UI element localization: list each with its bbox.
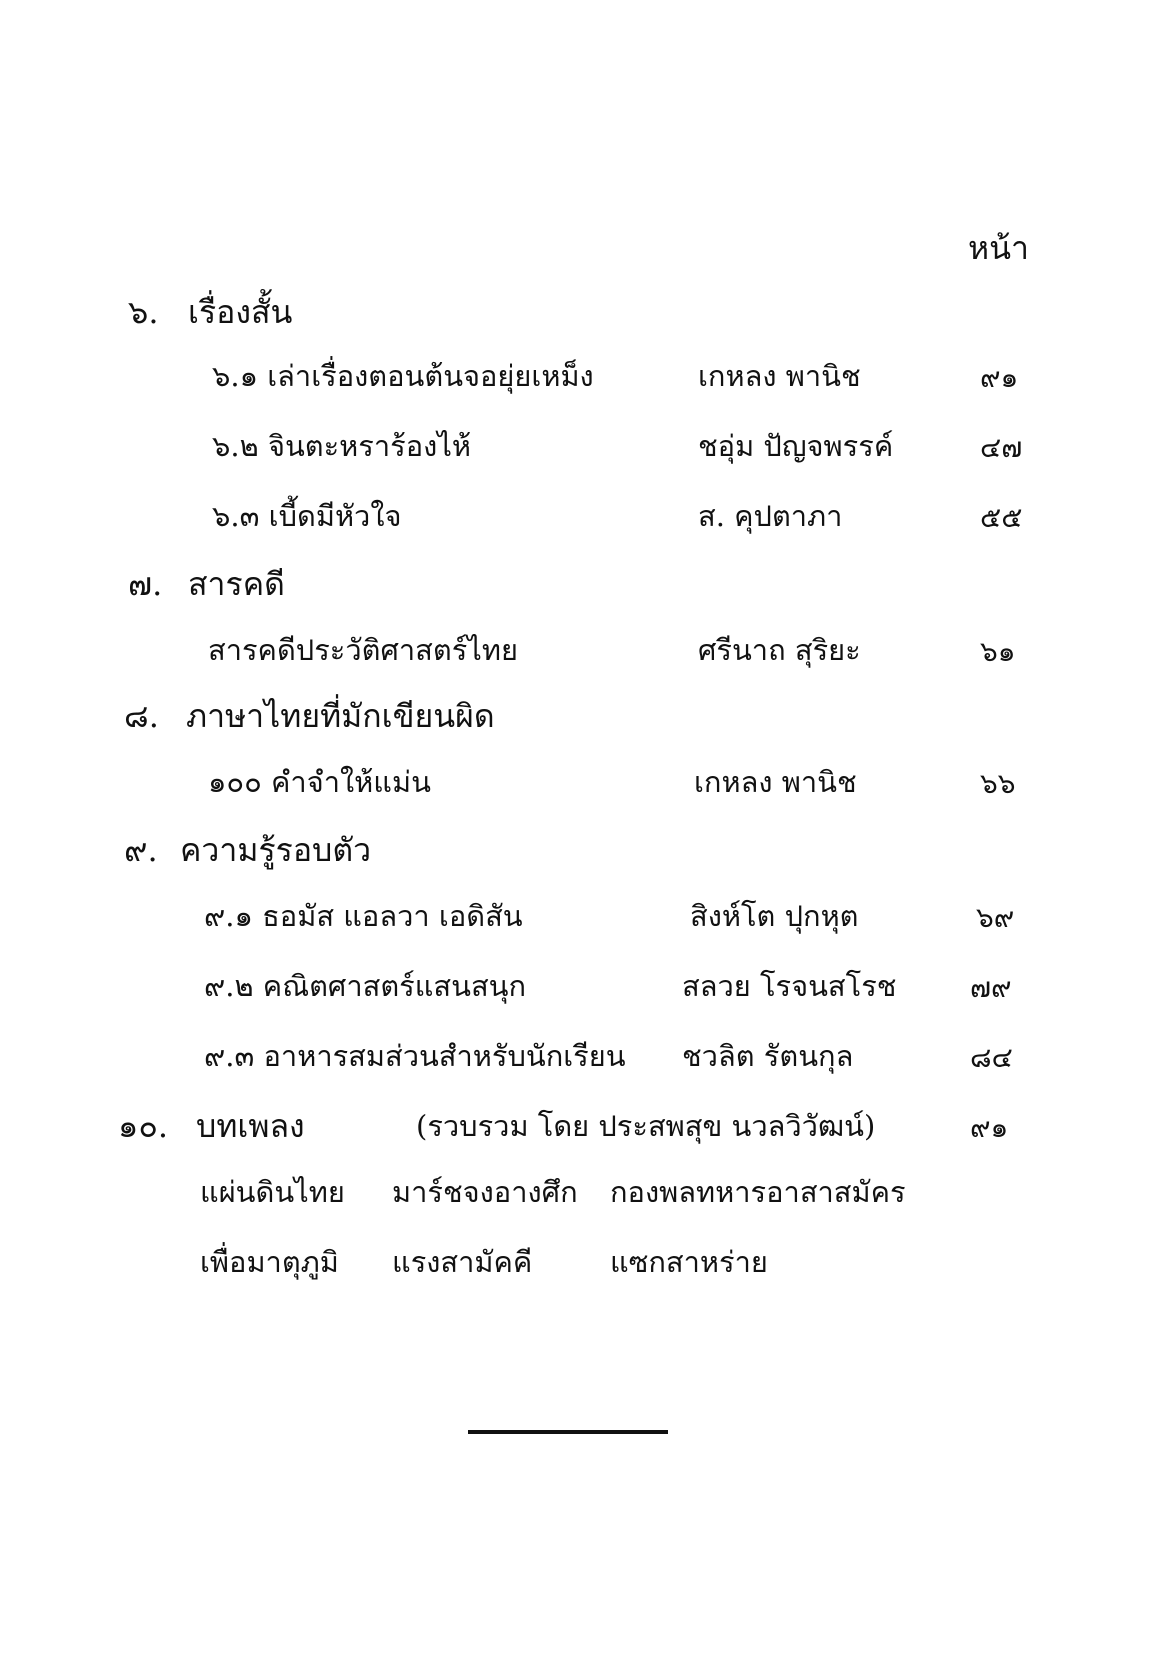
end-divider	[468, 1430, 668, 1434]
entry-7-1-author: ศรีนาถ สุริยะ	[698, 633, 861, 667]
entry-6-1-page: ๙๑	[980, 361, 1019, 394]
section-8-title: ภาษาไทยที่มักเขียนผิด	[186, 697, 495, 735]
entry-9-1-page: ๖๙	[976, 901, 1015, 934]
entry-8-1-page: ๖๖	[980, 767, 1016, 800]
section-8-number: ๘.	[124, 697, 159, 735]
entry-6-2-page: ๔๗	[980, 431, 1023, 464]
entry-6-3-page: ๕๕	[980, 501, 1023, 534]
section-7-title: สารคดี	[188, 565, 285, 603]
entry-9-3-page: ๘๔	[970, 1041, 1013, 1074]
entry-6-2-author: ชอุ่ม ปัญจพรรค์	[698, 429, 894, 463]
song-title: เพื่อมาตุภูมิ	[200, 1245, 339, 1279]
entry-8-1-author: เกหลง พานิช	[694, 765, 857, 799]
section-6-title: เรื่องสั้น	[188, 293, 293, 331]
entry-9-1-author: สิงห์โต ปุกหุต	[690, 899, 859, 933]
song-title: แผ่นดินไทย	[200, 1175, 345, 1209]
entry-9-3-title: ๙.๓ อาหารสมส่วนสำหรับนักเรียน	[204, 1039, 626, 1073]
section-7-number: ๗.	[128, 565, 163, 603]
section-6-number: ๖.	[128, 293, 159, 331]
section-9-title: ความรู้รอบตัว	[180, 831, 372, 869]
entry-9-2-author: สลวย โรจนสโรช	[682, 969, 897, 1003]
section-10-compiler: (รวบรวม โดย ประสพสุข นวลวิวัฒน์)	[416, 1109, 876, 1143]
song-title: กองพลทหารอาสาสมัคร	[610, 1175, 906, 1209]
page-column-header: หน้า	[968, 229, 1029, 267]
entry-6-1-author: เกหลง พานิช	[698, 359, 861, 393]
entry-9-1-title: ๙.๑ ธอมัส แอลวา เอดิสัน	[204, 899, 523, 933]
entry-6-2-title: ๖.๒ จินตะหราร้องไห้	[212, 429, 472, 463]
section-10-number: ๑๐.	[118, 1107, 169, 1145]
entry-8-1-title: ๑๐๐ คำจำให้แม่น	[208, 765, 431, 799]
entry-7-1-page: ๖๑	[980, 635, 1016, 668]
entry-7-1-title: สารคดีประวัติศาสตร์ไทย	[208, 633, 518, 667]
entry-6-3-author: ส. คุปตาภา	[698, 499, 843, 533]
section-10-title: บทเพลง	[196, 1107, 305, 1145]
song-title: แรงสามัคคี	[392, 1245, 533, 1279]
song-title: แซกสาหร่าย	[610, 1245, 768, 1279]
entry-9-2-title: ๙.๒ คณิตศาสตร์แสนสนุก	[204, 969, 527, 1003]
section-10-page: ๙๑	[970, 1111, 1009, 1144]
song-title: มาร์ชจงอางศึก	[392, 1175, 578, 1209]
section-9-number: ๙.	[124, 831, 158, 869]
entry-9-2-page: ๗๙	[970, 971, 1012, 1004]
entry-6-1-title: ๖.๑ เล่าเรื่องตอนต้นจอยุ่ยเหม็ง	[212, 359, 594, 393]
entry-6-3-title: ๖.๓ เบี้ดมีหัวใจ	[212, 499, 402, 533]
entry-9-3-author: ชวลิต รัตนกุล	[682, 1039, 854, 1073]
